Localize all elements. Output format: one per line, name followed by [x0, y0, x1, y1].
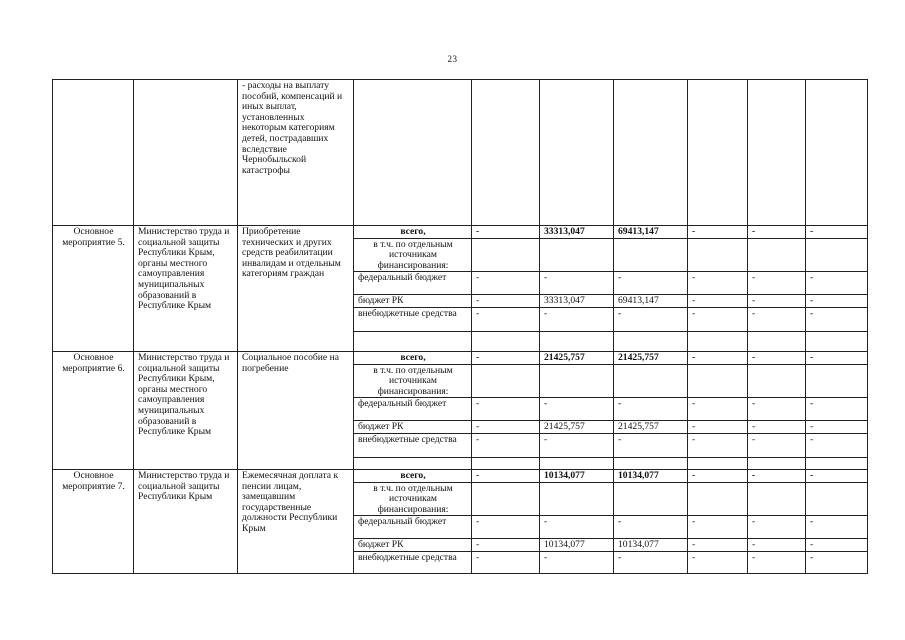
value-cell: -: [688, 539, 748, 552]
value-cell: [806, 331, 868, 351]
value-cell: [540, 331, 614, 351]
value-cell: -: [540, 272, 614, 295]
measure-cell: Ежемесячная доплата к пенсии лицам, замещавшим государственные должности Республики Крым: [238, 469, 354, 573]
event-name-cell: Основное мероприятие 7.: [53, 469, 134, 573]
value-cell: -: [472, 433, 540, 457]
value-cell: -: [540, 551, 614, 573]
source-extra-label: внебюджетные средства: [354, 307, 472, 331]
value-cell: -: [614, 307, 688, 331]
value-cell: -: [614, 551, 688, 573]
event-name-cell: Основное мероприятие 6.: [53, 351, 134, 469]
source-extra-label: внебюджетные средства: [354, 433, 472, 457]
value-cell: -: [688, 421, 748, 434]
value-cell: -: [472, 226, 540, 239]
value-cell: -: [806, 295, 868, 308]
value-cell: 10134,077: [614, 539, 688, 552]
value-cell: -: [540, 307, 614, 331]
source-total-label: всего,: [354, 351, 472, 364]
measure-cell: Социальное пособие на погребение: [238, 351, 354, 469]
source-rk-label: бюджет РК: [354, 539, 472, 552]
value-cell: -: [688, 469, 748, 482]
value-cell: -: [614, 272, 688, 295]
value-cell: [806, 238, 868, 272]
value-cell: -: [748, 295, 806, 308]
value-cell: 33313,047: [540, 226, 614, 239]
value-cell: 10134,077: [540, 469, 614, 482]
value-cell: [540, 364, 614, 398]
financing-table: [52, 79, 868, 574]
value-cell: [806, 457, 868, 469]
value-cell: [614, 80, 688, 226]
value-cell: -: [688, 398, 748, 421]
value-cell: 10134,077: [540, 539, 614, 552]
value-cell: [614, 457, 688, 469]
source-total-label: всего,: [354, 469, 472, 482]
value-cell: -: [748, 398, 806, 421]
value-cell: [748, 457, 806, 469]
measure-cell: Приобретение технических и других средств реабилитации инвалидам и отдельным категориям граждан: [238, 226, 354, 352]
value-cell: 10134,077: [614, 469, 688, 482]
value-cell: -: [472, 516, 540, 539]
value-cell: -: [540, 398, 614, 421]
value-cell: -: [806, 516, 868, 539]
value-cell: -: [748, 307, 806, 331]
table-row: [53, 469, 868, 482]
value-cell: -: [688, 351, 748, 364]
value-cell: 21425,757: [614, 421, 688, 434]
source-including-label: в т.ч. по отдельным источникам финансирования:: [354, 238, 472, 272]
value-cell: [472, 482, 540, 516]
value-cell: -: [806, 272, 868, 295]
value-cell: [688, 80, 748, 226]
source-rk-label: бюджет РК: [354, 295, 472, 308]
value-cell: [472, 80, 540, 226]
executor-cell: [134, 80, 238, 226]
source-total-label: всего,: [354, 226, 472, 239]
value-cell: 21425,757: [540, 421, 614, 434]
event-name-cell: Основное мероприятие 5.: [53, 226, 134, 352]
value-cell: -: [748, 516, 806, 539]
value-cell: -: [806, 539, 868, 552]
value-cell: -: [472, 351, 540, 364]
table-row: [53, 80, 868, 226]
value-cell: [688, 238, 748, 272]
executor-cell: Министерство труда и социальной защиты Республики Крым: [134, 469, 238, 573]
source-cell: [354, 80, 472, 226]
value-cell: [748, 331, 806, 351]
value-cell: [540, 457, 614, 469]
source-federal-label: федеральный бюджет: [354, 516, 472, 539]
value-cell: [540, 238, 614, 272]
value-cell: [748, 364, 806, 398]
value-cell: [614, 331, 688, 351]
value-cell: -: [806, 421, 868, 434]
value-cell: [688, 364, 748, 398]
value-cell: [614, 482, 688, 516]
value-cell: -: [540, 433, 614, 457]
value-cell: -: [748, 469, 806, 482]
value-cell: -: [748, 551, 806, 573]
value-cell: -: [806, 469, 868, 482]
value-cell: -: [472, 272, 540, 295]
source-cell: [354, 331, 472, 351]
value-cell: -: [748, 226, 806, 239]
source-including-label: в т.ч. по отдельным источникам финансирования:: [354, 364, 472, 398]
value-cell: 21425,757: [614, 351, 688, 364]
value-cell: [748, 80, 806, 226]
value-cell: 33313,047: [540, 295, 614, 308]
value-cell: -: [688, 433, 748, 457]
value-cell: -: [806, 398, 868, 421]
value-cell: [540, 482, 614, 516]
value-cell: [748, 482, 806, 516]
value-cell: -: [688, 226, 748, 239]
value-cell: -: [806, 433, 868, 457]
value-cell: -: [748, 539, 806, 552]
value-cell: -: [806, 551, 868, 573]
value-cell: 69413,147: [614, 295, 688, 308]
measure-cell: - расходы на выплату пособий, компенсаций и иных выплат, установленных некоторым категориям детей, пострадавших вследствие Чернобыльской катастрофы: [238, 80, 354, 226]
value-cell: -: [748, 421, 806, 434]
event-name-cell: [53, 80, 134, 226]
value-cell: -: [472, 421, 540, 434]
value-cell: [540, 80, 614, 226]
source-including-label: в т.ч. по отдельным источникам финансирования:: [354, 482, 472, 516]
value-cell: -: [614, 398, 688, 421]
table-row: [53, 226, 868, 239]
value-cell: -: [688, 307, 748, 331]
value-cell: 69413,147: [614, 226, 688, 239]
source-rk-label: бюджет РК: [354, 421, 472, 434]
value-cell: -: [472, 539, 540, 552]
value-cell: -: [806, 307, 868, 331]
source-extra-label: внебюджетные средства: [354, 551, 472, 573]
executor-cell: Министерство труда и социальной защиты Республики Крым, органы местного самоуправления муниципальных образований в Республике Крым: [134, 351, 238, 469]
value-cell: -: [806, 226, 868, 239]
value-cell: -: [688, 516, 748, 539]
value-cell: [472, 364, 540, 398]
value-cell: -: [472, 307, 540, 331]
executor-cell: Министерство труда и социальной защиты Республики Крым, органы местного самоуправления муниципальных образований в Республике Крым: [134, 226, 238, 352]
value-cell: -: [540, 516, 614, 539]
value-cell: -: [748, 272, 806, 295]
value-cell: -: [806, 351, 868, 364]
value-cell: -: [748, 351, 806, 364]
source-cell: [354, 457, 472, 469]
value-cell: -: [614, 433, 688, 457]
value-cell: -: [472, 295, 540, 308]
table-row: [53, 351, 868, 364]
value-cell: [688, 331, 748, 351]
value-cell: [748, 238, 806, 272]
value-cell: [472, 457, 540, 469]
value-cell: [614, 364, 688, 398]
value-cell: [472, 238, 540, 272]
value-cell: [688, 457, 748, 469]
value-cell: -: [748, 433, 806, 457]
source-federal-label: федеральный бюджет: [354, 272, 472, 295]
value-cell: -: [688, 272, 748, 295]
value-cell: -: [472, 469, 540, 482]
value-cell: [614, 238, 688, 272]
value-cell: [688, 482, 748, 516]
page-number: 23: [447, 54, 458, 64]
value-cell: -: [688, 551, 748, 573]
value-cell: -: [614, 516, 688, 539]
value-cell: -: [472, 551, 540, 573]
value-cell: [806, 80, 868, 226]
value-cell: -: [688, 295, 748, 308]
value-cell: [472, 331, 540, 351]
value-cell: [806, 364, 868, 398]
source-federal-label: федеральный бюджет: [354, 398, 472, 421]
value-cell: -: [472, 398, 540, 421]
value-cell: 21425,757: [540, 351, 614, 364]
value-cell: [806, 482, 868, 516]
